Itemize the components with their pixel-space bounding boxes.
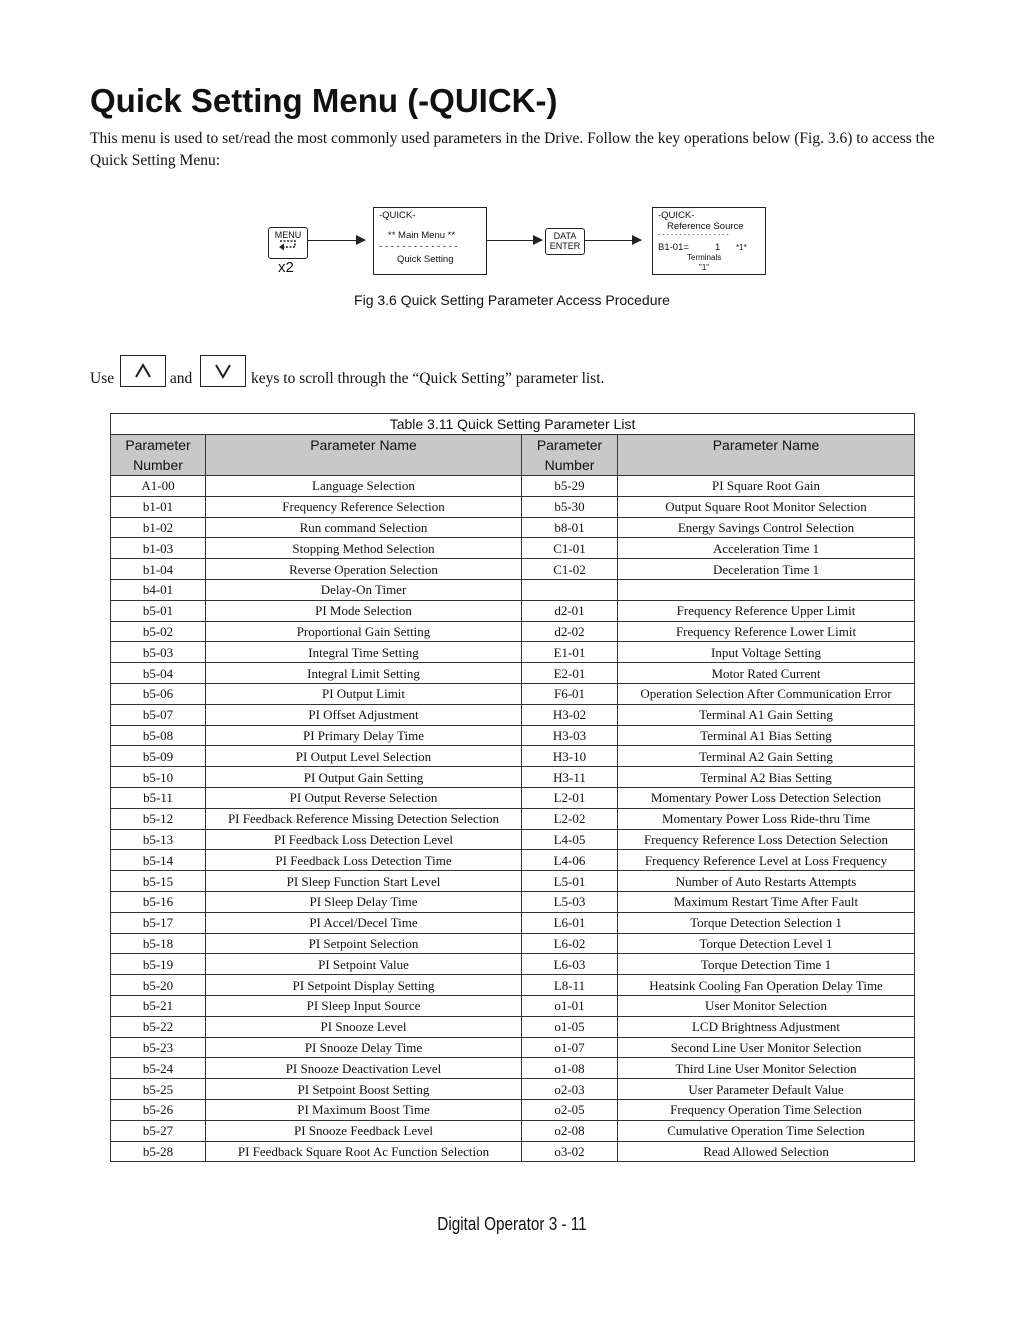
param-number-cell: L4-05 xyxy=(522,829,618,850)
param-name-cell: Frequency Reference Selection xyxy=(206,496,522,517)
data-label: DATA xyxy=(553,231,577,241)
param-name-cell: Torque Detection Time 1 xyxy=(618,954,915,975)
param-number-cell: L6-03 xyxy=(522,954,618,975)
param-name-cell: PI Setpoint Display Setting xyxy=(206,975,522,996)
header-parameter-name: Parameter Name xyxy=(618,435,915,476)
table-row xyxy=(111,954,915,975)
param-number-cell: E2-01 xyxy=(522,663,618,684)
use-word: Use xyxy=(90,370,115,387)
param-name-cell: PI Offset Adjustment xyxy=(206,704,522,725)
table-row xyxy=(111,746,915,767)
param-name-cell: Torque Detection Level 1 xyxy=(618,933,915,954)
table-row xyxy=(111,975,915,996)
param-number-cell: b5-03 xyxy=(111,642,206,663)
table-row xyxy=(111,787,915,808)
table-row xyxy=(111,476,915,497)
flow-arrow-1 xyxy=(307,240,365,241)
table-row xyxy=(111,1099,915,1120)
param-number-cell: C1-01 xyxy=(522,538,618,559)
table-row xyxy=(111,621,915,642)
table-row xyxy=(111,600,915,621)
param-name-cell: Energy Savings Control Selection xyxy=(618,517,915,538)
param-number-cell: L5-03 xyxy=(522,891,618,912)
param-number-cell: o1-05 xyxy=(522,1016,618,1037)
screen1-line3: - - - - - - - - - - - - - - xyxy=(379,241,458,252)
table-row xyxy=(111,559,915,580)
param-number-cell: b5-17 xyxy=(111,912,206,933)
param-number-cell: b5-11 xyxy=(111,787,206,808)
param-number-cell: d2-02 xyxy=(522,621,618,642)
param-name-cell: PI Output Level Selection xyxy=(206,746,522,767)
header-parameter-name: Parameter Name xyxy=(206,435,522,476)
table-row xyxy=(111,933,915,954)
param-name-cell: Frequency Reference Upper Limit xyxy=(618,600,915,621)
param-number-cell: o1-08 xyxy=(522,1058,618,1079)
param-name-cell: User Monitor Selection xyxy=(618,995,915,1016)
param-name-cell: PI Maximum Boost Time xyxy=(206,1099,522,1120)
param-name-cell: Momentary Power Loss Detection Selection xyxy=(618,787,915,808)
param-name-cell: Frequency Reference Level at Loss Frequency xyxy=(618,850,915,871)
lcd-screen-main-menu xyxy=(373,207,487,275)
param-number-cell: L4-06 xyxy=(522,850,618,871)
param-name-cell: Integral Time Setting xyxy=(206,642,522,663)
page-footer: Digital Operator 3 - 11 xyxy=(437,1214,587,1234)
param-number-cell: b4-01 xyxy=(111,579,206,600)
param-number-cell: o3-02 xyxy=(522,1141,618,1162)
param-name-cell: PI Snooze Delay Time xyxy=(206,1037,522,1058)
screen1-line1: -QUICK- xyxy=(379,210,416,221)
param-number-cell: L6-02 xyxy=(522,933,618,954)
param-number-cell: b5-25 xyxy=(111,1079,206,1100)
param-number-cell: b5-27 xyxy=(111,1120,206,1141)
param-name-cell: User Parameter Default Value xyxy=(618,1079,915,1100)
param-number-cell: b5-04 xyxy=(111,663,206,684)
screen1-line2: ** Main Menu ** xyxy=(388,230,456,241)
param-number-cell: b8-01 xyxy=(522,517,618,538)
param-number-cell: b5-16 xyxy=(111,891,206,912)
param-name-cell: PI Square Root Gain xyxy=(618,476,915,497)
param-number-cell: b5-18 xyxy=(111,933,206,954)
param-number-cell: o2-08 xyxy=(522,1120,618,1141)
param-name-cell: Frequency Reference Lower Limit xyxy=(618,621,915,642)
param-name-cell: LCD Brightness Adjustment xyxy=(618,1016,915,1037)
intro-paragraph: This menu is used to set/read the most commonly used parameters in the Drive. Follow the key operations below (Fig. 3.6) to access the Quick Setting Menu: xyxy=(90,130,935,169)
param-number-cell: o2-03 xyxy=(522,1079,618,1100)
param-name-cell: Stopping Method Selection xyxy=(206,538,522,559)
table-row xyxy=(111,1141,915,1162)
param-name-cell: PI Output Reverse Selection xyxy=(206,787,522,808)
screen1-line4: Quick Setting xyxy=(397,254,454,265)
param-name-cell: PI Setpoint Boost Setting xyxy=(206,1079,522,1100)
table-row xyxy=(111,871,915,892)
param-name-cell: Delay-On Timer xyxy=(206,579,522,600)
table-row xyxy=(111,704,915,725)
scroll-instructions xyxy=(90,370,604,388)
table-body xyxy=(111,476,915,1162)
param-name-cell: Output Square Root Monitor Selection xyxy=(618,496,915,517)
screen2-default-mark: *1* xyxy=(736,243,747,252)
param-name-cell: Torque Detection Selection 1 xyxy=(618,912,915,933)
param-number-cell: b5-15 xyxy=(111,871,206,892)
param-name-cell: Input Voltage Setting xyxy=(618,642,915,663)
up-arrow-icon xyxy=(133,362,153,380)
param-number-cell: H3-10 xyxy=(522,746,618,767)
param-name-cell: PI Feedback Square Root Ac Function Selection xyxy=(206,1141,522,1162)
param-number-cell: d2-01 xyxy=(522,600,618,621)
param-number-cell: L2-01 xyxy=(522,787,618,808)
down-key[interactable] xyxy=(200,355,246,387)
data-enter-key[interactable] xyxy=(545,228,585,255)
param-name-cell: Terminal A2 Gain Setting xyxy=(618,746,915,767)
table-row xyxy=(111,995,915,1016)
param-number-cell: F6-01 xyxy=(522,683,618,704)
param-name-cell: Acceleration Time 1 xyxy=(618,538,915,559)
param-name-cell: Operation Selection After Communication Error xyxy=(618,683,915,704)
param-number-cell: b5-20 xyxy=(111,975,206,996)
param-number-cell: H3-03 xyxy=(522,725,618,746)
param-name-cell: PI Primary Delay Time xyxy=(206,725,522,746)
param-name-cell: PI Sleep Delay Time xyxy=(206,891,522,912)
header-parameter-number: Parameter Number xyxy=(522,435,618,476)
screen2-line3: - - - - - - - - - - - - - - - - - xyxy=(658,232,729,239)
flow-arrow-2 xyxy=(486,240,542,241)
table-row xyxy=(111,538,915,559)
param-number-cell: o1-07 xyxy=(522,1037,618,1058)
table-row xyxy=(111,891,915,912)
param-number-cell: b5-29 xyxy=(522,476,618,497)
param-name-cell: Reverse Operation Selection xyxy=(206,559,522,580)
param-name-cell: Third Line User Monitor Selection xyxy=(618,1058,915,1079)
param-number-cell: L6-01 xyxy=(522,912,618,933)
param-name-cell: PI Feedback Loss Detection Level xyxy=(206,829,522,850)
param-number-cell: b5-13 xyxy=(111,829,206,850)
param-number-cell: E1-01 xyxy=(522,642,618,663)
param-name-cell: Run command Selection xyxy=(206,517,522,538)
param-number-cell: b5-08 xyxy=(111,725,206,746)
return-arrow-icon xyxy=(277,239,299,251)
param-number-cell: A1-00 xyxy=(111,476,206,497)
param-name-cell: Proportional Gain Setting xyxy=(206,621,522,642)
table-row xyxy=(111,1058,915,1079)
param-name-cell: Momentary Power Loss Ride-thru Time xyxy=(618,808,915,829)
param-number-cell: b5-14 xyxy=(111,850,206,871)
param-number-cell: o1-01 xyxy=(522,995,618,1016)
param-number-cell: b5-09 xyxy=(111,746,206,767)
table-row xyxy=(111,1120,915,1141)
param-number-cell: b5-28 xyxy=(111,1141,206,1162)
up-key[interactable] xyxy=(120,355,166,387)
param-name-cell: Deceleration Time 1 xyxy=(618,559,915,580)
param-name-cell: PI Snooze Deactivation Level xyxy=(206,1058,522,1079)
param-name-cell: Frequency Reference Loss Detection Selection xyxy=(618,829,915,850)
figure-caption: Fig 3.6 Quick Setting Parameter Access Procedure xyxy=(354,292,670,308)
table-row xyxy=(111,496,915,517)
param-name-cell: Terminal A1 Gain Setting xyxy=(618,704,915,725)
table-row xyxy=(111,808,915,829)
table-caption: Table 3.11 Quick Setting Parameter List xyxy=(111,414,915,435)
param-number-cell xyxy=(522,579,618,600)
param-number-cell: L2-02 xyxy=(522,808,618,829)
table-row xyxy=(111,683,915,704)
param-name-cell: Integral Limit Setting xyxy=(206,663,522,684)
screen2-line2: Reference Source xyxy=(667,221,744,232)
down-arrow-icon xyxy=(213,362,233,380)
quick-setting-parameter-table xyxy=(110,413,915,1162)
param-number-cell: b5-10 xyxy=(111,767,206,788)
table-row xyxy=(111,1037,915,1058)
param-number-cell: H3-11 xyxy=(522,767,618,788)
screen2-terminals: Terminals xyxy=(687,253,722,262)
param-name-cell: PI Mode Selection xyxy=(206,600,522,621)
param-number-cell: b5-12 xyxy=(111,808,206,829)
param-name-cell: Maximum Restart Time After Fault xyxy=(618,891,915,912)
screen2-line1: -QUICK- xyxy=(658,210,695,221)
param-name-cell: Language Selection xyxy=(206,476,522,497)
param-name-cell xyxy=(618,579,915,600)
param-name-cell: PI Sleep Function Start Level xyxy=(206,871,522,892)
enter-label: ENTER xyxy=(549,241,581,251)
param-number-cell: b5-21 xyxy=(111,995,206,1016)
param-name-cell: PI Snooze Level xyxy=(206,1016,522,1037)
page-title: Quick Setting Menu (-QUICK-) xyxy=(90,82,558,119)
table-row xyxy=(111,912,915,933)
param-number-cell: b1-02 xyxy=(111,517,206,538)
param-number-cell: b1-01 xyxy=(111,496,206,517)
param-number-cell: b1-04 xyxy=(111,559,206,580)
param-name-cell: Cumulative Operation Time Selection xyxy=(618,1120,915,1141)
param-name-cell: Frequency Operation Time Selection xyxy=(618,1099,915,1120)
table-row xyxy=(111,725,915,746)
header-parameter-number: Parameter Number xyxy=(111,435,206,476)
screen2-terminals-code: "1" xyxy=(699,263,710,272)
screen2-value: 1 xyxy=(715,242,721,253)
param-number-cell: b5-07 xyxy=(111,704,206,725)
param-number-cell: b1-03 xyxy=(111,538,206,559)
param-number-cell: C1-02 xyxy=(522,559,618,580)
param-name-cell: PI Feedback Reference Missing Detection Selection xyxy=(206,808,522,829)
param-number-cell: L8-11 xyxy=(522,975,618,996)
table-row xyxy=(111,767,915,788)
table-row xyxy=(111,829,915,850)
table-row xyxy=(111,642,915,663)
param-name-cell: Terminal A2 Bias Setting xyxy=(618,767,915,788)
flow-arrow-3 xyxy=(584,240,641,241)
param-name-cell: Number of Auto Restarts Attempts xyxy=(618,871,915,892)
param-name-cell: PI Setpoint Selection xyxy=(206,933,522,954)
param-number-cell: o2-05 xyxy=(522,1099,618,1120)
param-number-cell: b5-30 xyxy=(522,496,618,517)
table-row xyxy=(111,1016,915,1037)
and-word: and xyxy=(169,370,193,387)
scroll-text: keys to scroll through the “Quick Setting” parameter list. xyxy=(251,370,605,387)
param-name-cell: Read Allowed Selection xyxy=(618,1141,915,1162)
lcd-screen-reference-source xyxy=(652,207,766,275)
param-number-cell: b5-23 xyxy=(111,1037,206,1058)
menu-key[interactable] xyxy=(268,227,308,259)
table-row xyxy=(111,1079,915,1100)
table-row xyxy=(111,850,915,871)
param-name-cell: Second Line User Monitor Selection xyxy=(618,1037,915,1058)
param-number-cell: b5-24 xyxy=(111,1058,206,1079)
param-name-cell: PI Feedback Loss Detection Time xyxy=(206,850,522,871)
param-number-cell: b5-19 xyxy=(111,954,206,975)
table-row xyxy=(111,663,915,684)
param-name-cell: PI Accel/Decel Time xyxy=(206,912,522,933)
table-row xyxy=(111,579,915,600)
param-number-cell: L5-01 xyxy=(522,871,618,892)
param-name-cell: Terminal A1 Bias Setting xyxy=(618,725,915,746)
param-number-cell: b5-06 xyxy=(111,683,206,704)
param-number-cell: b5-01 xyxy=(111,600,206,621)
menu-press-count: x2 xyxy=(278,259,294,276)
param-name-cell: PI Output Limit xyxy=(206,683,522,704)
param-number-cell: b5-26 xyxy=(111,1099,206,1120)
param-name-cell: PI Setpoint Value xyxy=(206,954,522,975)
param-number-cell: b5-22 xyxy=(111,1016,206,1037)
table-row xyxy=(111,517,915,538)
param-number-cell: b5-02 xyxy=(111,621,206,642)
param-name-cell: Motor Rated Current xyxy=(618,663,915,684)
param-name-cell: PI Snooze Feedback Level xyxy=(206,1120,522,1141)
param-number-cell: H3-02 xyxy=(522,704,618,725)
param-name-cell: PI Output Gain Setting xyxy=(206,767,522,788)
param-name-cell: PI Sleep Input Source xyxy=(206,995,522,1016)
param-name-cell: Heatsink Cooling Fan Operation Delay Time xyxy=(618,975,915,996)
menu-key-label: MENU xyxy=(274,230,302,240)
screen2-param: B1-01= xyxy=(658,242,689,253)
